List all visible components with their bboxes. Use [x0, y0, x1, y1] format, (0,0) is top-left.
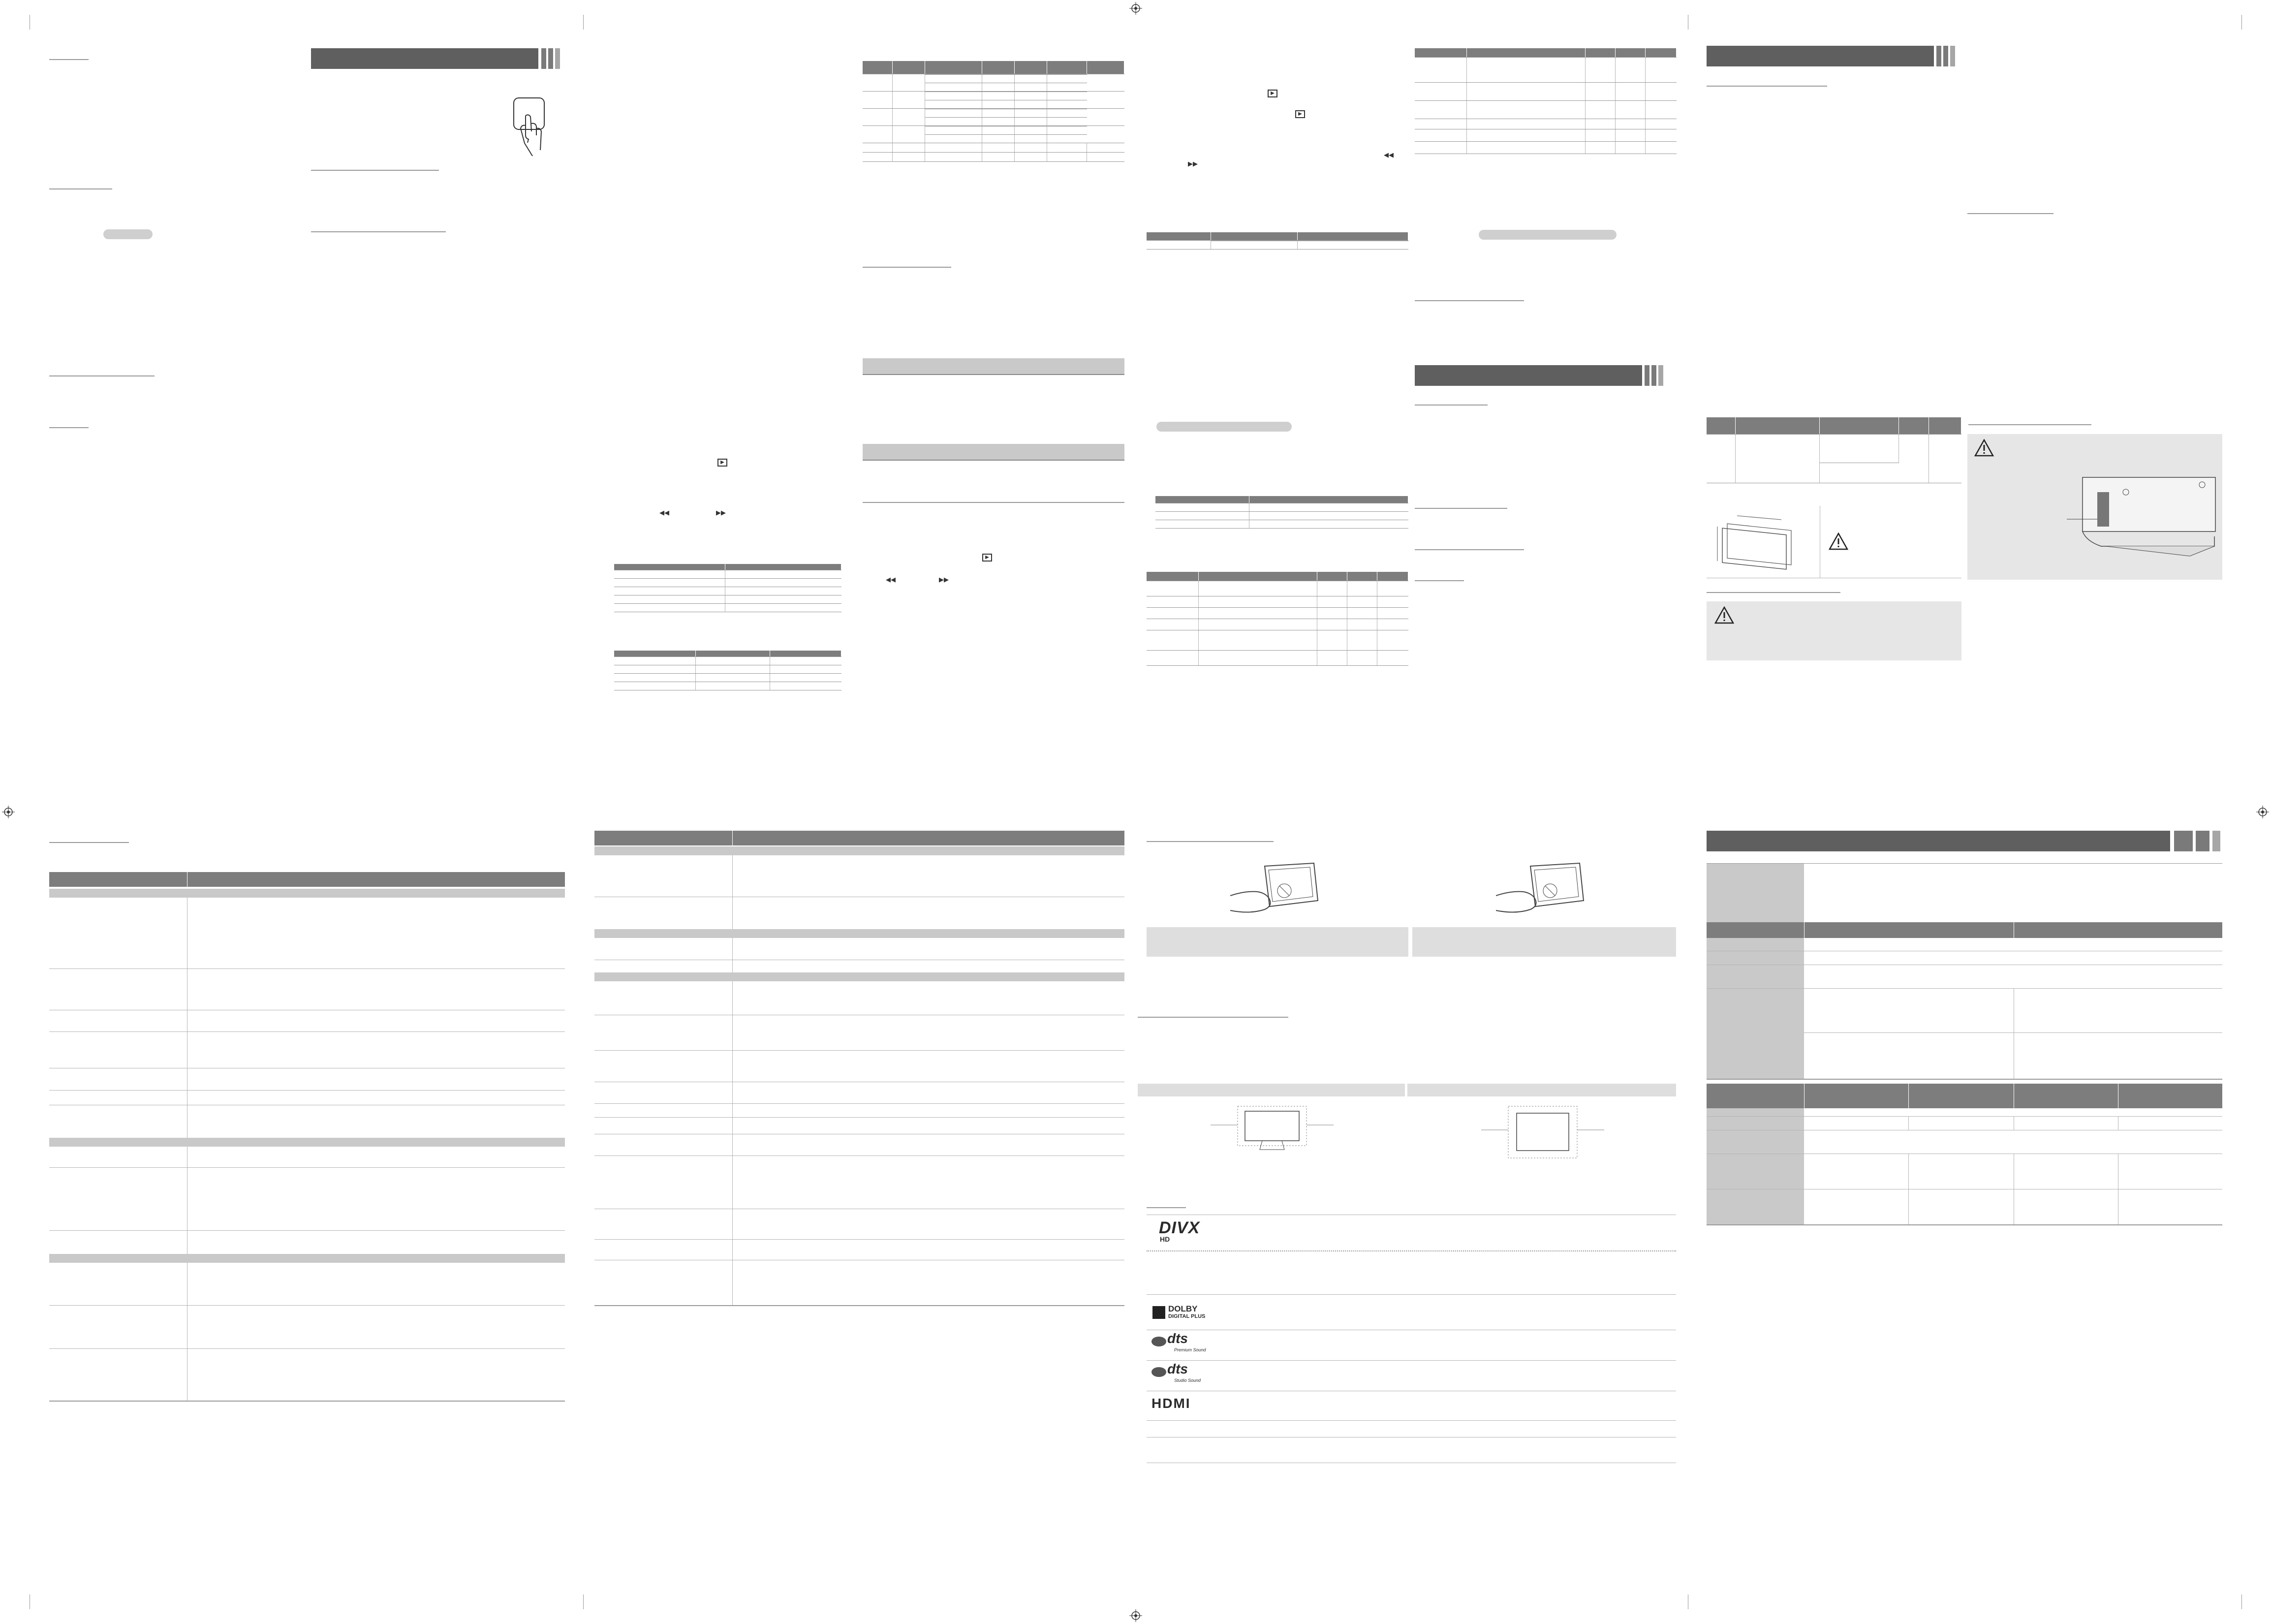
play-icon: ▶ [717, 459, 727, 467]
crop-mark [583, 15, 584, 30]
section-header-bar [1707, 46, 1934, 66]
subsection-band [863, 444, 1124, 461]
heading-rule [1415, 580, 1464, 581]
cleaning-illustration [1496, 861, 1585, 915]
table-column-divider [732, 855, 733, 929]
hdmi-logo: HDMI [1151, 1396, 1191, 1411]
table-row-rule [49, 968, 565, 969]
rewind-icon: ◀◀ [886, 576, 896, 583]
divx-logo: DIVX [1159, 1218, 1200, 1237]
spec-divider [1908, 1116, 1909, 1130]
heading-rule [49, 375, 155, 376]
heading-rule [49, 427, 89, 428]
table-bottom-rule [594, 1305, 1124, 1306]
table-group-row [49, 1254, 565, 1263]
spec-rule [1707, 863, 2222, 864]
data-table [614, 651, 841, 690]
license-rule [1147, 1360, 1676, 1361]
rewind-icon: ◀◀ [659, 509, 669, 516]
table-group-row [49, 1138, 565, 1147]
heading-rule [311, 231, 446, 232]
license-rule [1147, 1420, 1676, 1421]
spec-bottom-rule [1707, 1224, 2222, 1225]
data-table [1147, 232, 1408, 250]
heading-rule [1967, 213, 2053, 214]
registration-mark-icon [1129, 2, 1142, 15]
table-row-rule [594, 1239, 1124, 1240]
crop-mark [583, 1594, 584, 1609]
spec-header-row [1707, 922, 2222, 938]
dts-logo-mark [1151, 1337, 1166, 1346]
caution-note [1707, 601, 1961, 660]
spec-label-cell [1707, 863, 1804, 922]
table-group-row [49, 889, 565, 898]
heading-rule [863, 502, 1124, 503]
heading-rule [49, 842, 129, 843]
data-table [1415, 48, 1677, 154]
section-header-tab [555, 48, 560, 69]
section-header-tab [1651, 365, 1656, 386]
section-header-tab [1658, 365, 1663, 386]
section-header-tab [2212, 831, 2220, 851]
menu-path-pill [103, 229, 153, 239]
rewind-icon: ◀◀ [1384, 151, 1394, 158]
heading-rule [1707, 592, 1840, 593]
subsection-band [863, 358, 1124, 375]
table-group-row [594, 972, 1124, 981]
section-header-tab [541, 48, 546, 69]
license-rule [1147, 1294, 1676, 1295]
table-row-rule [594, 1117, 1124, 1118]
section-header-tab [1950, 46, 1955, 66]
section-header-tab [548, 48, 553, 69]
table-column-divider [732, 981, 733, 1306]
heading-rule [49, 59, 89, 60]
table-row-rule [49, 1031, 565, 1032]
registration-mark-icon [2, 806, 15, 818]
data-table [1707, 417, 1961, 483]
spec-label-cell [1707, 1108, 1804, 1224]
data-table [614, 564, 841, 612]
play-icon: ▶ [1295, 110, 1305, 118]
heading-rule [1415, 549, 1524, 550]
table-row-rule [49, 1230, 565, 1231]
table-row-rule [594, 1050, 1124, 1051]
dolby-sub: DIGITAL PLUS [1168, 1313, 1206, 1319]
caption-band [1412, 927, 1676, 957]
header-divider [732, 831, 733, 845]
section-header-tab [2196, 831, 2209, 851]
table-row-rule [49, 1348, 565, 1349]
spec-header-row [1707, 1084, 2222, 1108]
table-header [49, 872, 565, 887]
fast-forward-icon: ▶▶ [716, 509, 726, 516]
heading-rule [1415, 405, 1488, 406]
ventilation-wall-diagram [1481, 1100, 1604, 1164]
dts-logo: dts [1167, 1331, 1188, 1346]
spec-label-cell [1707, 938, 1804, 1032]
heading-rule [49, 188, 112, 189]
registration-mark-icon [1129, 1609, 1142, 1622]
license-divider [1147, 1250, 1676, 1251]
dts-logo-mark [1151, 1367, 1166, 1377]
heading-rule [1147, 841, 1274, 842]
menu-path-pill [1479, 230, 1617, 240]
heading-rule [1707, 86, 1827, 87]
play-icon: ▶ [982, 554, 992, 562]
heading-rule [1415, 508, 1507, 509]
tv-wall-mount-illustration [2067, 472, 2219, 561]
section-header-tab [1943, 46, 1948, 66]
menu-path-pill [1156, 422, 1292, 432]
section-header-bar [1707, 831, 2170, 851]
ventilation-stand-diagram [1211, 1100, 1334, 1159]
section-header-bar [311, 48, 538, 69]
table-row-rule [49, 1090, 565, 1091]
data-table [1155, 496, 1408, 529]
table-bottom-rule [49, 1401, 565, 1402]
table-group-row [594, 846, 1124, 855]
heading-rule [863, 267, 951, 268]
play-icon: ▶ [1268, 90, 1277, 97]
warning-icon [1714, 606, 1734, 624]
installation-type-band [1407, 1084, 1676, 1096]
heading-rule [1147, 1207, 1186, 1208]
crop-mark [2241, 15, 2242, 30]
warning-icon [1974, 439, 1994, 457]
fast-forward-icon: ▶▶ [1188, 160, 1198, 167]
heading-rule [311, 170, 439, 171]
dts-logo: dts [1167, 1361, 1188, 1376]
section-header-tab [1645, 365, 1649, 386]
section-header-tab [1936, 46, 1941, 66]
table-column-divider [732, 938, 733, 972]
divx-hd-label: HD [1160, 1235, 1170, 1243]
section-header-tab [2174, 831, 2193, 851]
section-header-bar [1415, 365, 1642, 386]
spec-rule [1707, 1116, 2222, 1117]
dts-sub: Premium Sound [1174, 1347, 1206, 1352]
heading-rule [1138, 1017, 1288, 1018]
dolby-logo: DOLBY [1168, 1304, 1198, 1313]
cleaning-illustration [1230, 861, 1319, 915]
spec-bottom-rule [1707, 1079, 2222, 1080]
header-divider [1908, 1084, 1909, 1108]
installation-type-band [1138, 1084, 1405, 1096]
table-group-row [594, 929, 1124, 938]
table-row-rule [49, 1167, 565, 1168]
crop-mark [2241, 1594, 2242, 1609]
heading-rule [1968, 424, 2091, 425]
dolby-logo-mark [1152, 1306, 1165, 1319]
table-row-rule [49, 1305, 565, 1306]
caption-band [1147, 927, 1408, 957]
data-table [863, 61, 1124, 162]
table-row-rule [594, 1103, 1124, 1104]
warning-icon [1829, 532, 1848, 550]
table-header [594, 831, 1124, 845]
registration-mark-icon [2256, 806, 2269, 818]
dts-sub: Studio Sound [1174, 1378, 1201, 1383]
spec-label-cell [1707, 1032, 1804, 1079]
fast-forward-icon: ▶▶ [939, 576, 949, 583]
data-table [1147, 572, 1408, 666]
wall-mount-diagram [1708, 507, 1819, 576]
heading-rule [1415, 300, 1524, 301]
hand-touch-icon [511, 96, 555, 157]
spec-rule [1707, 988, 2222, 989]
